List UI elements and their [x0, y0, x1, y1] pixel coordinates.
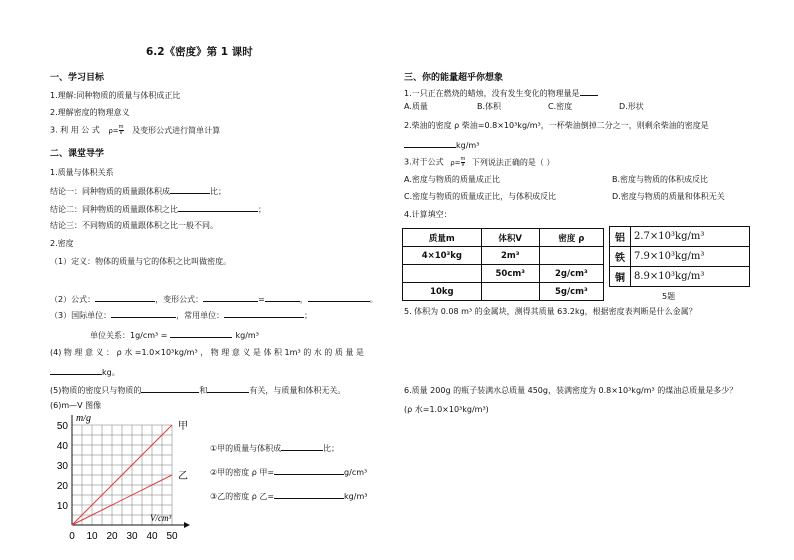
meaning-answer	[50, 366, 120, 378]
x-tick-label: 40	[146, 531, 158, 542]
factors-text-2: 有关，与质量和体积无关。	[249, 386, 346, 395]
density-definition: （1）定义：物体的质量与它的体积之比叫做密度。	[50, 257, 232, 266]
y-tick-label: 20	[56, 481, 68, 492]
factors-blank-1[interactable]	[141, 384, 199, 393]
table-cell: 4×10³kg	[403, 247, 482, 265]
meaning-blank[interactable]	[50, 366, 102, 375]
table-header: 体积V	[481, 229, 539, 247]
calc-table	[402, 228, 604, 301]
section-heading-guide: 二、课堂导学	[50, 149, 105, 159]
question-4: 4.计算填空：	[404, 210, 452, 219]
q3-formula-rho: ρ=	[450, 158, 461, 167]
table-cell: 2g/cm³	[539, 265, 603, 283]
question-5: 5. 体积为 0.08 m³ 的金属块，测得其质量 63.2kg，根据密度表判断是什么金属？	[404, 307, 697, 316]
q3-formula-fraction	[461, 157, 466, 168]
variant-blank-3[interactable]	[308, 293, 370, 302]
graph-q1-text: ①甲的质量与体积成	[210, 444, 282, 453]
x-tick-label: 30	[126, 531, 138, 542]
graph-question-2	[210, 466, 367, 478]
formula-fraction	[119, 125, 124, 136]
unit-relation-blank[interactable]	[170, 329, 232, 338]
question-2: 2.柴油的密度 ρ 柴油=0.8×10³kg/m³，一杯柴油倒掉二分之一，则剩余柴油的密度是	[404, 121, 709, 130]
unit-relation	[90, 329, 259, 341]
question-1-text: 1.一只正在燃烧的蜡烛，没有发生变化的物理量是	[404, 89, 580, 98]
y-tick-label: 10	[56, 501, 68, 512]
table-cell[interactable]	[403, 265, 482, 283]
graph-q3-unit: kg/m³	[344, 492, 368, 501]
variant-label: ，变形公式：	[155, 295, 204, 304]
q3-formula-numerator: m	[460, 156, 466, 162]
question-1-option-a: A.质量	[404, 102, 428, 111]
table-cell: 2m³	[481, 247, 539, 265]
question-3-option-b: B.密度与物质的体积成反比	[612, 175, 709, 184]
question-3-text: 3.对于公式	[404, 157, 444, 167]
metal-row	[610, 227, 750, 247]
point-2: 2.密度	[50, 239, 74, 248]
conclusion-2	[50, 203, 266, 215]
goal-1: 1.理解:同种物质的质量与体积成正比	[50, 91, 181, 100]
question-1-option-c: C.密度	[548, 102, 573, 111]
question-3-option-c: C.密度与物质的质量成正比，与体积成反比	[404, 192, 557, 201]
formula-denominator: V	[119, 130, 123, 136]
metal-density: 8.9×10³kg/m³	[631, 267, 750, 287]
x-tick-label: 20	[106, 531, 118, 542]
goal-2: 2.理解密度的物理意义	[50, 108, 130, 117]
series-label: 乙	[178, 471, 188, 482]
metal-density-table	[609, 226, 750, 287]
conclusion-1	[50, 185, 226, 197]
metal-row	[610, 247, 750, 267]
factors-text-1: (5)物质的密度只与物质的	[50, 386, 142, 395]
x-tick-label: 10	[86, 531, 98, 542]
si-unit-blank[interactable]	[111, 309, 176, 318]
x-tick-label: 0	[69, 531, 75, 542]
question-3-formula	[450, 156, 466, 168]
conclusion-1-text: 结论一：同种物质的质量跟体积成	[50, 187, 170, 196]
graph-q1-blank[interactable]	[281, 442, 323, 451]
metal-row	[610, 267, 750, 287]
graph-q3-blank[interactable]	[274, 490, 344, 499]
question-2-blank[interactable]	[404, 139, 456, 148]
meaning-unit: kg。	[102, 368, 120, 377]
y-tick-label: 40	[56, 441, 68, 452]
series-label: 甲	[178, 421, 188, 432]
conclusion-1-end: 比；	[210, 187, 226, 196]
graph-q1-end: 比；	[323, 444, 340, 453]
formula-numerator: m	[118, 124, 124, 130]
graph-q2-text: ②甲的密度 ρ 甲=	[210, 468, 275, 477]
metal-name: 铜	[610, 267, 631, 287]
unit-relation-unit: kg/m³	[235, 331, 259, 340]
units-line	[50, 309, 312, 321]
variant-blank-1[interactable]	[203, 293, 258, 302]
conclusion-2-end: ；	[258, 205, 266, 214]
question-1-option-d: D.形状	[619, 102, 644, 111]
y-axis-label: m/g	[76, 415, 91, 424]
metal-name: 铝	[610, 227, 631, 247]
meaning-line: (4) 物 理 意 义 ： ρ 水 =1.0×10³kg/m³ ， 物 理 意 义 是 体 积 1m³ 的 水 的 质 量 是	[50, 348, 364, 357]
section-heading-goals: 一、学习目标	[50, 73, 105, 83]
table-cell: 5g/cm³	[539, 283, 603, 301]
graph-q2-unit: g/cm³	[344, 468, 368, 477]
graph-q2-blank[interactable]	[274, 466, 344, 475]
conclusion-3: 结论三：不同物质的质量跟体积之比一般不同。	[50, 221, 218, 230]
conclusion-2-text: 结论二：同种物质的质量跟体积之比	[50, 205, 178, 214]
question-6-note: (ρ 水=1.0×10³kg/m³)	[404, 405, 489, 414]
common-unit-blank[interactable]	[224, 309, 304, 318]
unit-relation-text: 单位关系：1g/cm³ =	[90, 331, 168, 340]
variant-comma: ，	[299, 295, 308, 304]
question-2-unit: kg/m³	[456, 141, 480, 150]
formula-end: 。	[369, 295, 378, 304]
variant-blank-2[interactable]	[265, 293, 300, 302]
units-end: ；	[304, 311, 313, 320]
question-1	[404, 87, 598, 99]
formula-blank[interactable]	[95, 293, 155, 302]
mv-chart	[52, 415, 212, 547]
metal-density: 7.9×10³kg/m³	[631, 247, 750, 267]
mv-graph-label: (6)m—V 图像	[50, 401, 102, 410]
y-tick-label: 50	[56, 421, 68, 432]
table-cell[interactable]	[481, 283, 539, 301]
graph-question-1	[210, 442, 339, 454]
table-header-row	[403, 229, 604, 247]
table-header: 密度 ρ	[539, 229, 603, 247]
question-1-blank[interactable]	[580, 87, 598, 96]
goal-3	[50, 125, 220, 136]
density-formula	[108, 124, 124, 136]
factors-blank-2[interactable]	[207, 384, 249, 393]
table-header: 质量m	[403, 229, 482, 247]
goal-3-suffix: 及变形公式进行简单计算	[132, 125, 221, 135]
graph-q3-text: ③乙的密度 ρ 乙=	[210, 492, 275, 501]
table-cell[interactable]	[539, 247, 603, 265]
common-unit-label: ，常用单位：	[176, 311, 225, 320]
x-axis-arrow	[184, 522, 190, 528]
formula-line	[50, 293, 378, 305]
table-row	[403, 247, 604, 265]
formula-rho: ρ=	[108, 126, 119, 135]
metal-density: 2.7×10³kg/m³	[631, 227, 750, 247]
table-row	[403, 265, 604, 283]
metal-table-caption: 5题	[662, 292, 676, 301]
question-3-option-d: D.密度与物质的质量和体积无关	[612, 192, 725, 201]
variant-equals: =	[258, 295, 265, 304]
density-factors	[50, 384, 345, 396]
question-2-answer	[404, 139, 479, 151]
conclusion-2-blank[interactable]	[178, 203, 258, 212]
si-unit-label: （3）国际单位：	[50, 311, 112, 320]
y-tick-label: 30	[56, 461, 68, 472]
question-1-option-b: B.体积	[477, 102, 502, 111]
goal-3-prefix: 3. 利 用 公 式	[50, 125, 100, 135]
page-title: 6.2《密度》第 1 课时	[146, 46, 253, 58]
point-1: 1.质量与体积关系	[50, 168, 114, 177]
conclusion-1-blank[interactable]	[170, 185, 210, 194]
question-3-prompt: 下列说法正确的是（ ）	[471, 157, 555, 167]
x-axis-label: V/cm³	[150, 513, 172, 523]
factors-and: 和	[199, 386, 208, 395]
graph-question-3	[210, 490, 367, 502]
question-3-option-a: A.密度与物质的质量成正比	[404, 175, 500, 184]
formula-label: （2）公式：	[50, 295, 96, 304]
metal-name: 铁	[610, 247, 631, 267]
table-cell: 50cm³	[481, 265, 539, 283]
x-tick-label: 50	[166, 531, 178, 542]
table-cell: 10kg	[403, 283, 482, 301]
section-heading-exercises: 三、你的能量超乎你想象	[404, 73, 504, 83]
q3-formula-denominator: V	[461, 162, 465, 168]
question-3	[404, 157, 554, 168]
question-6: 6.质量 200g 的瓶子装满水总质量 450g，装满密度为 0.8×10³kg/m³ 的煤油总质量是多少？	[404, 386, 738, 395]
table-row	[403, 283, 604, 301]
